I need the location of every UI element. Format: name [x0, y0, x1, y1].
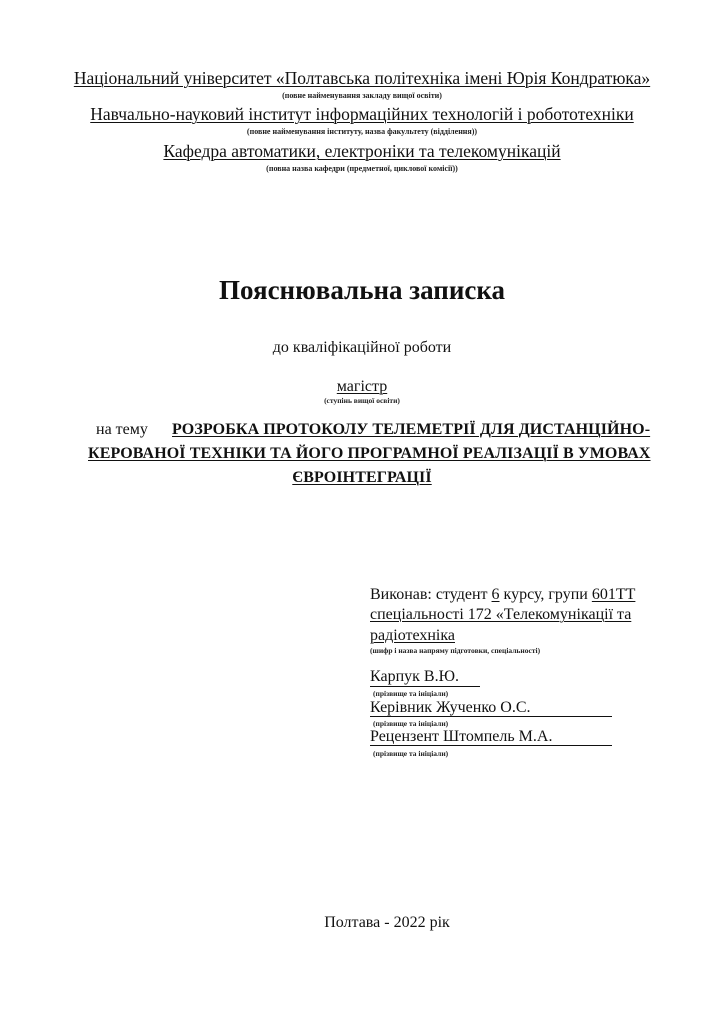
reviewer-name: Рецензент Штомпель М.А. — [370, 728, 553, 745]
theme-line-3: ЄВРОІНТЕГРАЦІЇ — [292, 469, 432, 486]
specialty-line-1: спеціальності 172 «Телекомунікації та — [370, 606, 632, 623]
course-number: 6 — [491, 586, 500, 603]
group-number: 601ТТ — [591, 586, 636, 603]
supervisor-caption: (прізвище та ініціали) — [373, 719, 449, 728]
university-name: Національний університет «Полтавська політехніка імені Юрія Кондратюка» — [73, 68, 651, 88]
reviewer-signature-line — [370, 745, 612, 746]
specialty-caption: (шифр і назва напряму підготовки, спеціальності) — [370, 646, 541, 655]
theme-label: на тему — [96, 421, 148, 438]
supervisor-name: Керівник Жученко О.С. — [370, 699, 531, 716]
performed-by-line — [370, 586, 635, 604]
performed-prefix: Виконав: студент — [370, 586, 492, 603]
city-year: Полтава - 2022 рік — [324, 914, 450, 931]
theme-line-1: РОЗРОБКА ПРОТОКОЛУ ТЕЛЕМЕТРІЇ ДЛЯ ДИСТАНЦІЙНО- — [172, 421, 651, 438]
supervisor-signature-line — [370, 716, 612, 717]
course-suffix: курсу, групи — [499, 586, 592, 603]
institute-name: Навчально-науковий інститут інформаційних технологій і робототехніки — [90, 104, 634, 124]
specialty-line-2: радіотехніка — [370, 627, 455, 644]
department-name: Кафедра автоматики, електроніки та телекомунікацій — [163, 141, 561, 161]
department-caption: (повна назва кафедри (предметної, циклової комісії)) — [266, 164, 458, 173]
degree: магістр — [336, 378, 388, 395]
document-title: Пояснювальна записка — [218, 275, 506, 305]
degree-caption: (ступінь вищої освіти) — [324, 396, 400, 405]
student-caption: (прізвище та ініціали) — [373, 689, 449, 698]
theme-line-2: КЕРОВАНОЇ ТЕХНІКИ ТА ЙОГО ПРОГРАМНОЇ РЕАЛІЗАЦІЇ В УМОВАХ — [88, 445, 651, 462]
institute-caption: (повне найменування інституту, назва факультету (відділення)) — [246, 127, 478, 136]
student-name: Карпук В.Ю. — [370, 668, 460, 685]
reviewer-caption: (прізвище та ініціали) — [373, 749, 449, 758]
university-caption: (повне найменування закладу вищої освіти) — [282, 91, 442, 100]
student-signature-line — [370, 686, 480, 687]
document-subtitle: до кваліфікаційної роботи — [272, 339, 452, 356]
